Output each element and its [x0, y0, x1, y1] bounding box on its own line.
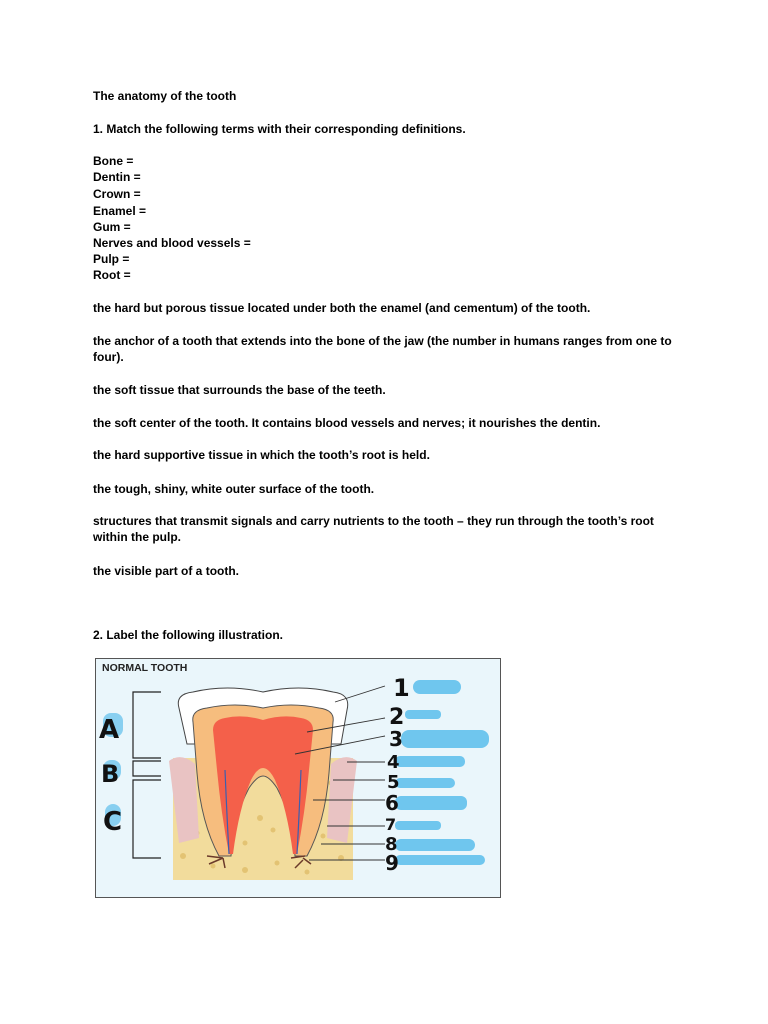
definition-item: the anchor of a tooth that extends into the bone of the jaw (the number in humans ranges from one to four). [93, 334, 672, 364]
bracket-letter: C [103, 807, 123, 837]
highlight-stroke [395, 839, 475, 851]
number-label: 3 [389, 727, 403, 751]
term-item: Bone = [93, 154, 134, 168]
definition-item: the visible part of a tooth. [93, 564, 240, 578]
highlight-stroke [395, 778, 455, 788]
number-label: 2 [389, 705, 405, 730]
number-label: 8 [385, 834, 398, 855]
tooth-illustration [95, 658, 501, 898]
term-item: Gum = [93, 220, 131, 234]
number-label: 7 [385, 815, 397, 834]
definition-item: the soft tissue that surrounds the base of the teeth. [93, 383, 386, 397]
definition-item: the hard but porous tissue located under both the enamel (and cementum) of the tooth. [93, 301, 591, 315]
definition-item: the soft center of the tooth. It contains blood vessels and nerves; it nourishes the dentin. [93, 416, 601, 430]
term-item: Root = [93, 268, 131, 282]
term-item: Enamel = [93, 204, 147, 218]
definition-item: the hard supportive tissue in which the tooth’s root is held. [93, 448, 430, 462]
number-label: 1 [393, 674, 410, 702]
highlight-stroke [413, 680, 461, 694]
document-title: The anatomy of the tooth [93, 89, 237, 103]
definition-item: the tough, shiny, white outer surface of the tooth. [93, 482, 375, 496]
highlight-stroke [401, 730, 489, 748]
bracket-letter: B [101, 760, 120, 788]
term-item: Pulp = [93, 252, 130, 266]
term-item: Dentin = [93, 170, 141, 184]
figure-heading: NORMAL TOOTH [102, 662, 188, 674]
highlight-stroke [405, 710, 441, 719]
term-item: Nerves and blood vessels = [93, 236, 251, 250]
highlight-stroke [395, 756, 465, 767]
term-item: Crown = [93, 187, 141, 201]
bracket-letters [99, 715, 122, 837]
bracket-letter: A [99, 715, 120, 745]
question-2: 2. Label the following illustration. [93, 628, 284, 642]
highlight-stroke [395, 855, 485, 865]
number-label: 6 [385, 791, 399, 815]
highlight-stroke [395, 821, 441, 830]
question-1: 1. Match the following terms with their corresponding definitions. [93, 122, 466, 136]
number-label: 4 [387, 752, 400, 773]
definition-item: structures that transmit signals and carry nutrients to the tooth – they run through the tooth’s root within the pulp. [93, 514, 654, 544]
number-label: 9 [385, 851, 399, 875]
number-label: 5 [387, 772, 400, 793]
highlight-stroke [395, 796, 467, 810]
